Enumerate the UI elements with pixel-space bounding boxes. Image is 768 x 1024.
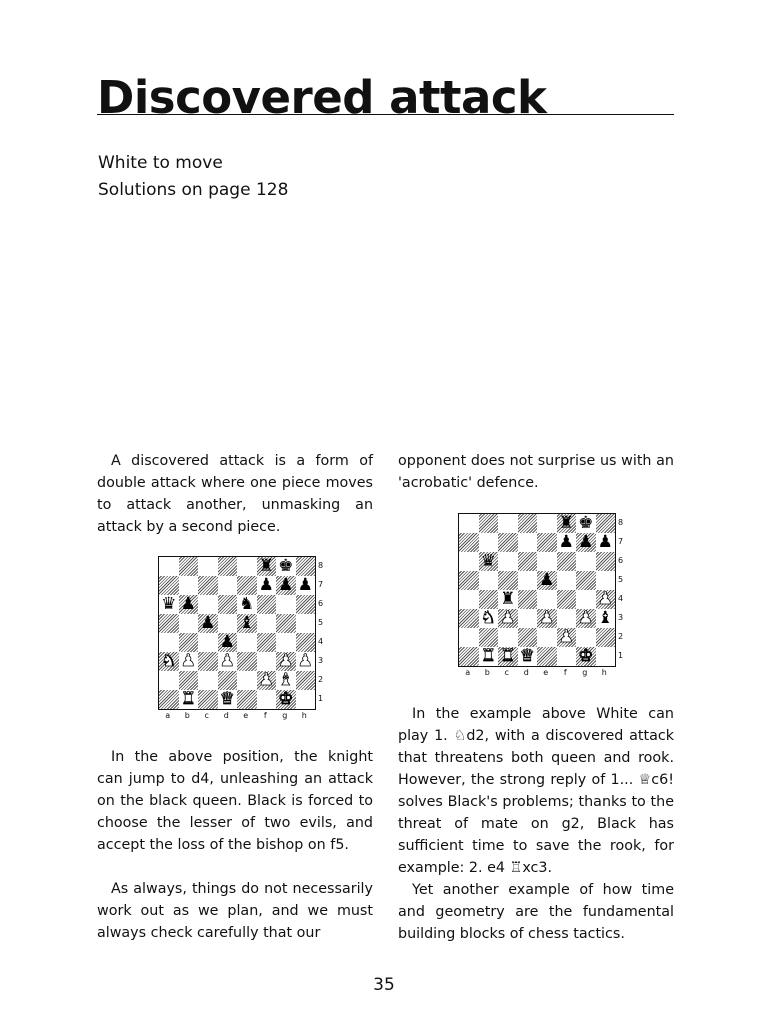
rank-label: 4 (618, 594, 624, 603)
black-pawn-icon: ♟ (180, 594, 196, 614)
square-a2 (159, 671, 179, 690)
square-h4 (296, 633, 316, 652)
right-column-top (398, 450, 674, 494)
white-knight-icon: ♞ (161, 651, 177, 671)
white-knight-icon: ♞ (480, 608, 496, 628)
black-pawn-icon: ♟ (558, 532, 574, 552)
square-b8 (179, 557, 199, 576)
white-pawn-icon: ♟ (500, 608, 516, 628)
square-e7 (237, 576, 257, 595)
black-king-icon: ♚ (278, 556, 294, 576)
square-d5 (218, 614, 238, 633)
white-pawn-icon: ♟ (597, 589, 613, 609)
square-f3 (257, 652, 277, 671)
black-pawn-icon: ♟ (539, 570, 555, 590)
square-f6 (257, 595, 277, 614)
square-c7 (198, 576, 218, 595)
square-f5 (257, 614, 277, 633)
file-label: d (223, 711, 229, 720)
right-column-bottom (398, 703, 674, 945)
square-a6 (459, 552, 479, 571)
square-c8 (498, 514, 518, 533)
white-pawn-icon: ♟ (278, 651, 294, 671)
white-pawn-icon: ♟ (539, 608, 555, 628)
black-bishop-icon: ♝ (597, 608, 613, 628)
white-pawn-icon: ♟ (180, 651, 196, 671)
file-label: a (165, 711, 171, 720)
square-b5 (479, 571, 499, 590)
square-h1 (596, 647, 616, 666)
square-d6 (518, 552, 538, 571)
square-h6 (596, 552, 616, 571)
square-h2 (296, 671, 316, 690)
black-pawn-icon: ♟ (200, 613, 216, 633)
square-a5 (459, 571, 479, 590)
paragraph-example: In the example above White can play 1. ♘d2, with a discovered attack that threatens both queen and rook. However, the strong reply of 1... ♕c6! solves Black's problems; thanks to the threat of mate on g2, Black has sufficient time to save the rook, for example: 2. e4 ♖xc3. (398, 706, 674, 876)
chessboard (458, 513, 616, 667)
square-a5 (159, 614, 179, 633)
square-e1 (537, 647, 557, 666)
black-pawn-icon: ♟ (297, 575, 313, 595)
black-rook-icon: ♜ (500, 589, 516, 609)
black-rook-icon: ♜ (558, 513, 574, 533)
square-f1 (257, 690, 277, 709)
square-h8 (296, 557, 316, 576)
white-pawn-icon: ♟ (219, 651, 235, 671)
square-f4 (257, 633, 277, 652)
black-pawn-icon: ♟ (258, 575, 274, 595)
square-d4 (518, 590, 538, 609)
file-label: h (301, 711, 307, 720)
square-f1 (557, 647, 577, 666)
file-label: g (582, 668, 588, 677)
square-e2 (237, 671, 257, 690)
square-e2 (537, 628, 557, 647)
file-label: g (282, 711, 288, 720)
chessboard (158, 556, 316, 710)
file-label: c (504, 668, 509, 677)
left-column-bottom (97, 746, 373, 944)
square-h5 (296, 614, 316, 633)
square-g5 (576, 571, 596, 590)
white-rook-icon: ♜ (480, 646, 496, 666)
rank-label: 3 (318, 656, 324, 665)
square-d3 (518, 609, 538, 628)
square-b7 (179, 576, 199, 595)
square-e4 (237, 633, 257, 652)
square-g6 (276, 595, 296, 614)
square-g6 (576, 552, 596, 571)
square-a4 (159, 633, 179, 652)
square-c3 (198, 652, 218, 671)
white-king-icon: ♚ (578, 646, 594, 666)
file-label: c (204, 711, 209, 720)
white-rook-icon: ♜ (500, 646, 516, 666)
square-c6 (498, 552, 518, 571)
square-c5 (498, 571, 518, 590)
square-c2 (498, 628, 518, 647)
black-pawn-icon: ♟ (597, 532, 613, 552)
title-rule (97, 114, 674, 115)
white-king-icon: ♚ (278, 689, 294, 709)
square-h2 (596, 628, 616, 647)
subtitle-line-2: Solutions on page 128 (98, 180, 289, 200)
square-b4 (179, 633, 199, 652)
rank-label: 7 (318, 580, 324, 589)
square-a8 (459, 514, 479, 533)
black-pawn-icon: ♟ (278, 575, 294, 595)
rank-label: 3 (618, 613, 624, 622)
white-queen-icon: ♛ (519, 646, 535, 666)
square-d5 (518, 571, 538, 590)
black-king-icon: ♚ (578, 513, 594, 533)
square-e3 (237, 652, 257, 671)
square-d2 (218, 671, 238, 690)
rank-label: 2 (318, 675, 324, 684)
black-pawn-icon: ♟ (578, 532, 594, 552)
rank-label: 1 (318, 694, 324, 703)
square-c2 (198, 671, 218, 690)
square-d7 (518, 533, 538, 552)
square-b7 (479, 533, 499, 552)
rank-label: 5 (318, 618, 324, 627)
square-g5 (276, 614, 296, 633)
subtitle-line-1: White to move (98, 153, 223, 173)
square-f6 (557, 552, 577, 571)
page-title: Discovered attack (97, 71, 547, 124)
black-queen-icon: ♛ (161, 594, 177, 614)
file-label: d (523, 668, 529, 677)
square-b4 (479, 590, 499, 609)
square-a1 (159, 690, 179, 709)
square-b8 (479, 514, 499, 533)
white-pawn-icon: ♟ (297, 651, 313, 671)
white-pawn-icon: ♟ (258, 670, 274, 690)
white-pawn-icon: ♟ (578, 608, 594, 628)
square-b2 (479, 628, 499, 647)
square-c4 (198, 633, 218, 652)
rank-label: 4 (318, 637, 324, 646)
file-label: e (243, 711, 249, 720)
paragraph-continuation: opponent does not surprise us with an 'acrobatic' defence. (398, 453, 674, 491)
square-e4 (537, 590, 557, 609)
square-b5 (179, 614, 199, 633)
left-column-top (97, 450, 373, 538)
square-g2 (576, 628, 596, 647)
square-d2 (518, 628, 538, 647)
square-h8 (596, 514, 616, 533)
file-label: h (601, 668, 607, 677)
square-f3 (557, 609, 577, 628)
rank-label: 1 (618, 651, 624, 660)
square-a2 (459, 628, 479, 647)
square-c1 (198, 690, 218, 709)
square-a8 (159, 557, 179, 576)
paragraph-intro: A discovered attack is a form of double attack where one piece moves to attack another, unmasking an attack by a second piece. (97, 453, 373, 535)
paragraph-knight: In the above position, the knight can jump to d4, unleashing an attack on the black queen. Black is forced to choose the lesser of two evils, and accept the loss of the bishop on f5. (97, 749, 373, 853)
square-e7 (537, 533, 557, 552)
rank-label: 5 (618, 575, 624, 584)
square-b2 (179, 671, 199, 690)
rank-label: 6 (618, 556, 624, 565)
white-rook-icon: ♜ (180, 689, 196, 709)
black-pawn-icon: ♟ (219, 632, 235, 652)
square-a7 (459, 533, 479, 552)
square-d6 (218, 595, 238, 614)
page-number: 35 (373, 975, 395, 995)
square-c7 (498, 533, 518, 552)
square-d8 (518, 514, 538, 533)
white-pawn-icon: ♟ (558, 627, 574, 647)
square-h6 (296, 595, 316, 614)
square-a1 (459, 647, 479, 666)
square-e1 (237, 690, 257, 709)
file-label: b (484, 668, 490, 677)
white-queen-icon: ♛ (219, 689, 235, 709)
rank-label: 6 (318, 599, 324, 608)
rank-label: 8 (618, 518, 624, 527)
square-h5 (596, 571, 616, 590)
black-rook-icon: ♜ (258, 556, 274, 576)
black-knight-icon: ♞ (239, 594, 255, 614)
file-label: f (263, 711, 267, 720)
file-label: f (563, 668, 567, 677)
square-h1 (296, 690, 316, 709)
square-f4 (557, 590, 577, 609)
white-bishop-icon: ♝ (278, 670, 294, 690)
square-a4 (459, 590, 479, 609)
black-queen-icon: ♛ (480, 551, 496, 571)
square-d7 (218, 576, 238, 595)
square-g4 (276, 633, 296, 652)
file-label: e (543, 668, 549, 677)
rank-label: 8 (318, 561, 324, 570)
square-c8 (198, 557, 218, 576)
file-label: a (465, 668, 471, 677)
square-e6 (537, 552, 557, 571)
square-a7 (159, 576, 179, 595)
paragraph-geometry: Yet another example of how time and geometry are the fundamental building blocks of chess tactics. (398, 882, 674, 942)
square-c6 (198, 595, 218, 614)
square-e8 (237, 557, 257, 576)
rank-label: 7 (618, 537, 624, 546)
square-a3 (459, 609, 479, 628)
square-f5 (557, 571, 577, 590)
square-g4 (576, 590, 596, 609)
paragraph-as-always: As always, things do not necessarily work out as we plan, and we must always check carefully that our (97, 881, 373, 941)
black-bishop-icon: ♝ (239, 613, 255, 633)
square-e8 (537, 514, 557, 533)
rank-label: 2 (618, 632, 624, 641)
square-d8 (218, 557, 238, 576)
file-label: b (184, 711, 190, 720)
